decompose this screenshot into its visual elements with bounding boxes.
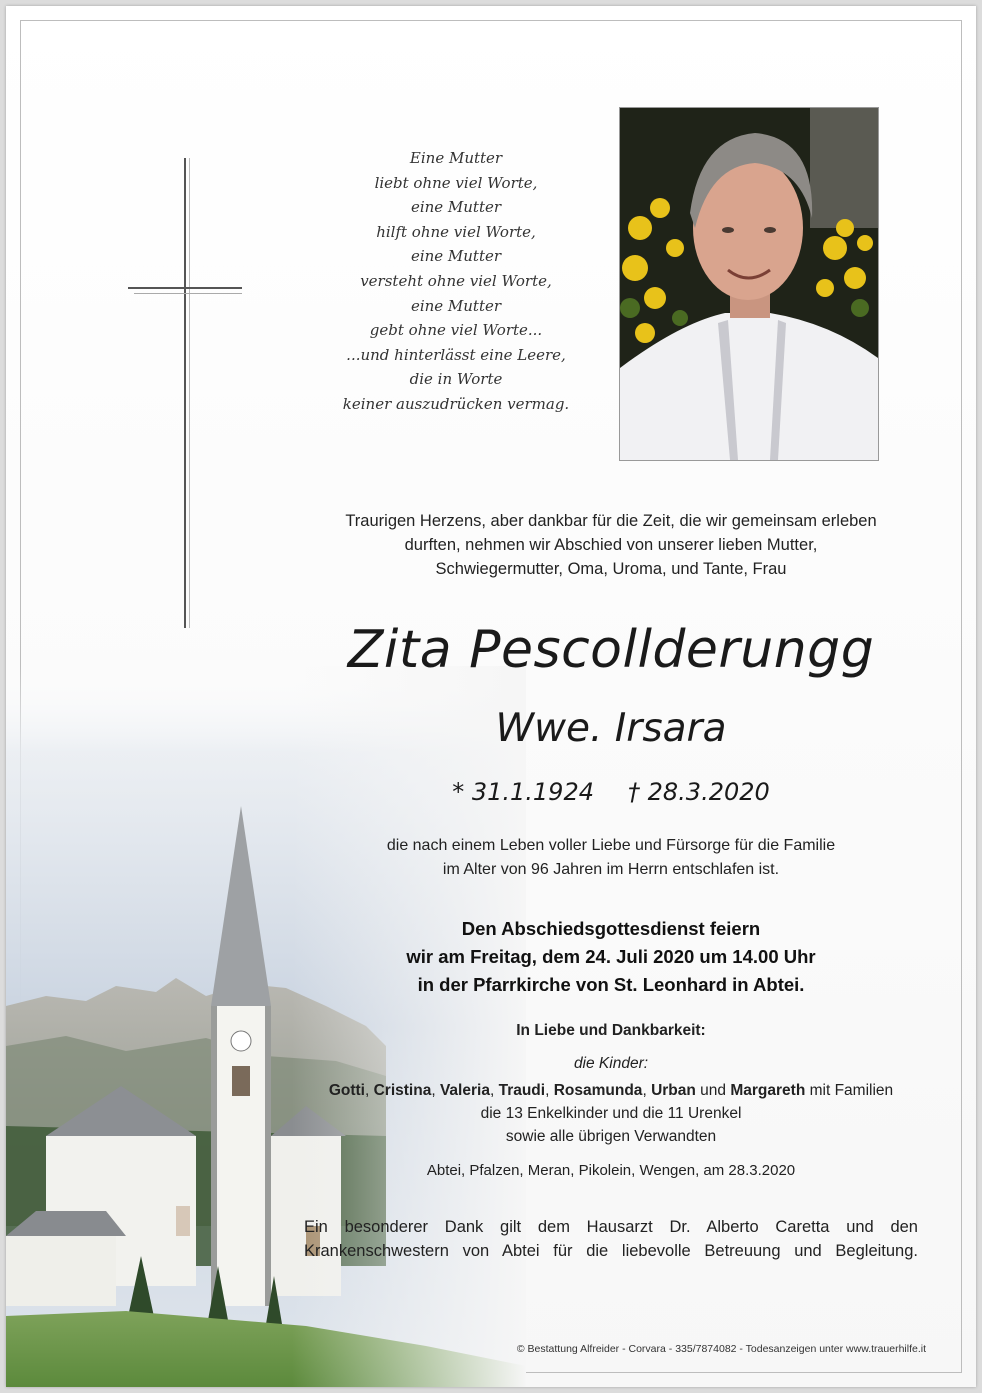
special-thanks-line: Ein besonderer Dank gilt dem Hausarzt Dr. Alberto Caretta und den xyxy=(304,1218,918,1236)
child-name: Margareth xyxy=(730,1082,806,1099)
children-line: Gotti, Cristina, Valeria, Traudi, Rosamunda, Urban und Margareth mit Familien xyxy=(328,1082,894,1099)
birth-date: * 31.1.1924 xyxy=(452,778,594,806)
children-and: und xyxy=(700,1082,727,1099)
life-line: die nach einem Leben voller Liebe und Fürsorge für die Familie xyxy=(386,837,836,854)
relatives-line: sowie alle übrigen Verwandten xyxy=(505,1128,717,1145)
poem-line: gebt ohne viel Worte... xyxy=(369,321,543,340)
service-line: Den Abschiedsgottesdienst feiern xyxy=(461,918,761,939)
poem-line: Eine Mutter xyxy=(409,149,503,167)
child-name: Rosamunda xyxy=(553,1082,643,1099)
death-date: † 28.3.2020 xyxy=(628,778,770,806)
portrait-illustration xyxy=(620,108,878,460)
child-name: Cristina xyxy=(373,1082,432,1099)
cross-icon-bar xyxy=(128,287,242,289)
poem xyxy=(326,146,586,417)
poem-line: eine Mutter xyxy=(410,247,502,266)
poem-line: eine Mutter xyxy=(410,198,502,217)
child-name: Gotti xyxy=(328,1082,365,1099)
cross-icon-bar-shadow xyxy=(134,293,242,294)
poem-line: ...und hinterlässt eine Leere, xyxy=(346,345,566,364)
special-thanks xyxy=(304,1215,918,1263)
children-suffix: mit Familien xyxy=(809,1082,894,1099)
widow-of: Wwe. Irsara xyxy=(495,706,727,751)
poem-line: liebt ohne viel Worte, xyxy=(374,173,538,192)
child-name: Valeria xyxy=(439,1082,490,1099)
child-name: Traudi xyxy=(498,1082,546,1099)
special-thanks-line: Krankenschwestern von Abtei für die liebevolle Betreuung und Begleitung. xyxy=(304,1242,918,1260)
intro-text xyxy=(306,509,916,581)
life-text xyxy=(306,834,916,882)
poem-line: die in Worte xyxy=(409,370,503,389)
grandchildren-line: die 13 Enkelkinder und die 11 Urenkel xyxy=(480,1105,742,1122)
cross-icon-shadow xyxy=(189,158,190,628)
poem-line: versteht ohne viel Worte, xyxy=(360,271,552,290)
mourners-title: In Liebe und Dankbarkeit: xyxy=(516,1022,706,1039)
poem-line: keiner auszudrücken vermag. xyxy=(342,394,570,413)
cross-icon xyxy=(184,158,186,628)
place-date: Abtei, Pfalzen, Meran, Pikolein, Wengen, am 28.3.2020 xyxy=(426,1162,796,1179)
intro-line: Schwiegermutter, Oma, Uroma, und Tante, Frau xyxy=(435,560,787,578)
intro-line: Traurigen Herzens, aber dankbar für die Zeit, die wir gemeinsam erleben xyxy=(345,512,877,530)
footer-credit: © Bestattung Alfreider - Corvara - 335/7874082 - Todesanzeigen unter www.trauerhilfe.it xyxy=(516,1343,926,1355)
mourners-list xyxy=(296,1079,926,1148)
service-line: wir am Freitag, dem 24. Juli 2020 um 14.00 Uhr xyxy=(406,946,816,967)
poem-line: hilft ohne viel Worte, xyxy=(376,222,536,241)
obituary-card xyxy=(6,6,976,1387)
portrait-photo xyxy=(619,107,879,461)
children-label: die Kinder: xyxy=(573,1055,649,1072)
life-line: im Alter von 96 Jahren im Herrn entschlafen ist. xyxy=(442,861,780,878)
intro-line: durften, nehmen wir Abschied von unserer lieben Mutter, xyxy=(404,536,818,554)
service-line: in der Pfarrkirche von St. Leonhard in Abtei. xyxy=(417,974,805,995)
child-name: Urban xyxy=(651,1082,696,1099)
deceased-name: Zita Pescollderungg xyxy=(347,620,875,680)
life-dates xyxy=(296,778,926,806)
poem-line: eine Mutter xyxy=(410,296,502,315)
funeral-service-info xyxy=(306,915,916,999)
